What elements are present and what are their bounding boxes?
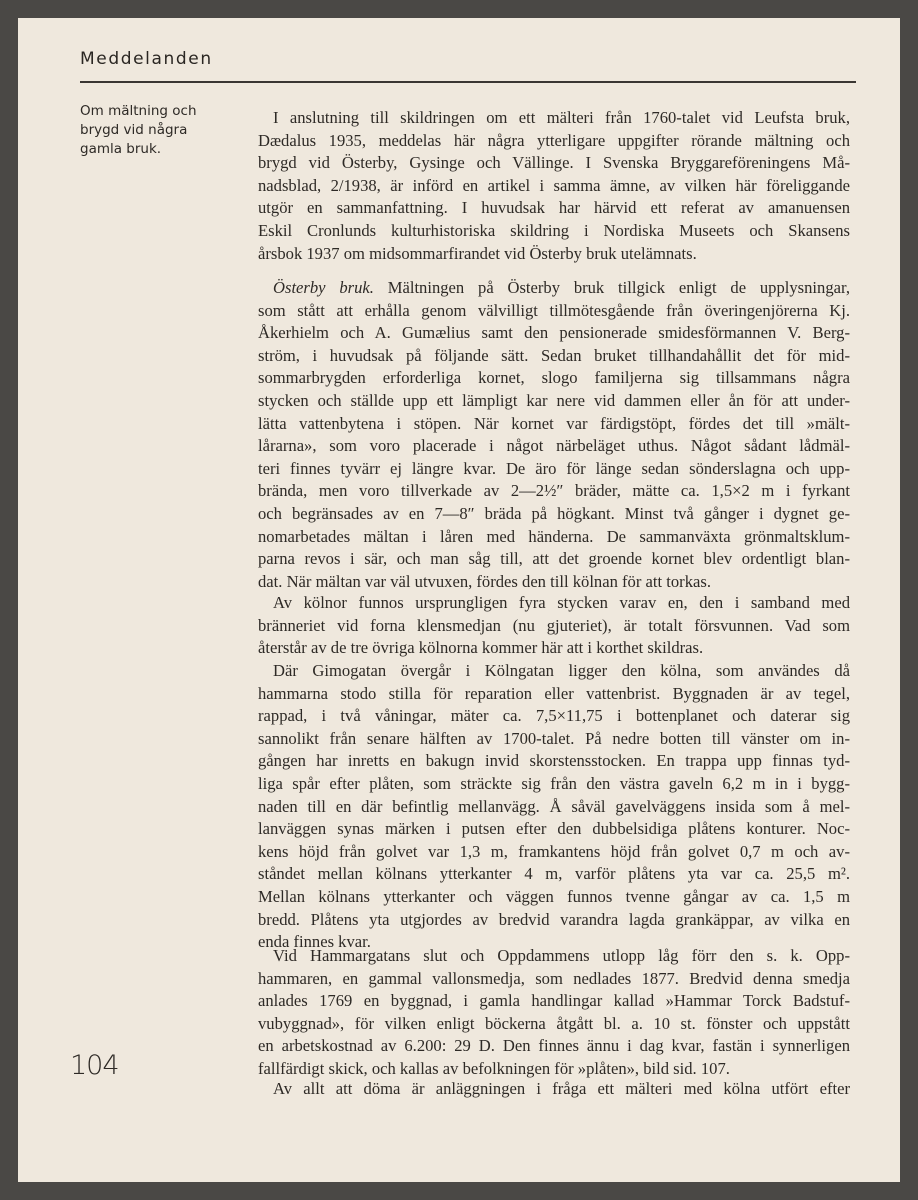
margin-note-line: brygd vid några — [80, 122, 188, 138]
line-text: Vid Hammargatans slut och Oppdammens utlopp låg förr den s. k. Opp- — [273, 946, 850, 965]
text-line — [258, 243, 850, 266]
text-line — [258, 277, 850, 300]
text-line — [258, 773, 850, 796]
paragraph-kolnor — [258, 592, 850, 660]
text-line — [258, 818, 850, 841]
text-line — [258, 107, 850, 130]
text-line — [258, 571, 850, 594]
text-line — [258, 796, 850, 819]
text-line — [258, 345, 850, 368]
text-line — [258, 300, 850, 323]
text-line — [258, 990, 850, 1013]
text-line — [258, 863, 850, 886]
text-line — [258, 503, 850, 526]
line-text: hammaren, en gammal vallonsmedja, som nedlades 1877. Bredvid denna smedja — [258, 968, 850, 988]
page-number: 104 — [70, 1050, 119, 1081]
line-text: och begränsades av en 7—8″ bräda på högkant. Minst två gånger i dygnet ge- — [258, 503, 850, 523]
line-text: teri finnes tyvärr ej längre kvar. De äro för länge sedan sönderslagna och upp- — [258, 458, 850, 478]
line-text: dat. När mältan var väl utvuxen, fördes den till kölnan för att torkas. — [258, 571, 711, 591]
line-text: nomarbetades mältan i låren med händerna. De sammanväxta grönmaltsklum- — [258, 526, 850, 546]
line-text: Dædalus 1935, meddelas här några ytterligare uppgifter rörande mältning och — [258, 130, 850, 150]
line-text: brygd vid Österby, Gysinge och Vällinge. I Svenska Bryggareföreningens Må- — [258, 153, 850, 173]
paragraph-gimogatan — [258, 660, 850, 954]
text-line — [258, 637, 850, 660]
text-line — [258, 367, 850, 390]
line-text: liga spår efter plåten, som sträckte sig från den västra gaveln 6,2 m in i bygg- — [258, 773, 850, 793]
line-text: lätta vattenbytena i stöpen. När kornet var färdigstöpt, fördes det till »mält- — [258, 413, 850, 433]
text-line — [258, 1035, 850, 1058]
line-text: nadsblad, 2/1938, är införd en artikel i samma ämne, av vilken här föreliggande — [258, 175, 850, 195]
paragraph-conclusion — [258, 1078, 850, 1101]
line-text: I anslutning till skildringen om ett mälteri från 1760-talet vid Leufsta bruk, — [273, 108, 850, 127]
line-text: utgör en sammanfattning. I huvudsak har härvid ett referat av amanuensen — [258, 198, 850, 218]
run-in-heading: Österby bruk. — [273, 278, 374, 297]
line-text: lårarna», som voro placerade i något närbeläget uthus. Något sådant lådmäl- — [258, 436, 850, 456]
line-text: brända, men voro tillverkade av 2—2½″ bräder, mätte ca. 1,5×2 m i fyrkant — [258, 481, 850, 501]
line-text: bredd. Plåtens yta utgjordes av bredvid varandra lagda grankäppar, av vilka en — [258, 909, 850, 929]
text-line — [258, 615, 850, 638]
line-text: Eskil Cronlunds kulturhistoriska skildring i Nordiska Museets och Skansens — [258, 220, 850, 240]
text-line — [258, 175, 850, 198]
text-line — [258, 130, 850, 153]
line-text: årsbok 1937 om midsommarfirandet vid Österby bruk utelämnats. — [258, 243, 697, 263]
line-text: Mältningen på Österby bruk tillgick enligt de upplysningar, — [387, 278, 851, 297]
line-text: ståndet mellan kölnans ytterkanter 4 m, varför plåtens yta var ca. 25,5 m². — [258, 864, 850, 884]
text-line — [258, 728, 850, 751]
text-line — [258, 968, 850, 991]
text-line — [258, 480, 850, 503]
line-text: återstår av de tre övriga kölnorna kommer här att i korthet skildras. — [258, 638, 704, 658]
line-text: en arbetskostnad av 6.200: 29 D. Den finnes ännu i dag kvar, fastän i synnerligen — [258, 1036, 850, 1056]
line-text: bränneriet vid forna klensmedjan (nu gjuteriet), är totalt försvunnen. Vad som — [258, 615, 850, 635]
line-text: hammarna stodo stilla för reparation eller vattenbrist. Byggnaden är av tegel, — [258, 683, 850, 703]
text-line — [258, 592, 850, 615]
text-line — [258, 909, 850, 932]
text-line — [258, 220, 850, 243]
line-text: Där Gimogatan övergår i Kölngatan ligger den kölna, som användes då — [273, 661, 850, 680]
line-text: anlades 1769 en byggnad, i gamla handlingar kallad »Hammar Torck Badstuf- — [258, 991, 850, 1011]
text-line — [258, 435, 850, 458]
text-line — [258, 705, 850, 728]
text-line — [258, 1078, 850, 1101]
document-page — [18, 18, 900, 1182]
line-text: vubyggnad», för vilken enligt böckerna åtgått bl. a. 10 st. fönster och uppstått — [258, 1013, 850, 1033]
text-line — [258, 1013, 850, 1036]
line-text: Mellan kölnans ytterkanter och väggen funnos tvenne gångar av ca. 1,5 m — [258, 886, 850, 906]
line-text: som stått att erhålla genom välvilligt tillmötesgående från överingenjörerna Kj. — [258, 300, 850, 320]
paragraph-intro — [258, 107, 850, 265]
text-line — [258, 750, 850, 773]
text-line — [258, 526, 850, 549]
text-line — [258, 683, 850, 706]
line-text: sommarbrygden erforderliga kornet, slogo familjerna sig tillsammans några — [258, 368, 850, 388]
line-text: sannolikt från senare hälften av 1700-talet. På nedre botten till vänster om in- — [258, 728, 850, 748]
paragraph-hammargatan — [258, 945, 850, 1081]
line-text: Åkerhielm och A. Gumælius samt den pensionerade smidesförmannen V. Berg- — [258, 323, 850, 343]
paragraph-osterby — [258, 277, 850, 593]
header-rule — [80, 81, 856, 83]
text-line — [258, 152, 850, 175]
line-text: fallfärdigt skick, och kallas av befolkningen för »plåten», bild sid. 107. — [258, 1058, 730, 1078]
line-text: enda finnes kvar. — [258, 932, 371, 952]
line-text: stycken och ställde upp ett lämpligt kar nere vid dammen eller ån för att under- — [258, 390, 850, 410]
text-line — [258, 548, 850, 571]
line-text: kens höjd från golvet var 1,3 m, framkantens höjd från golvet 0,7 m och av- — [258, 841, 850, 861]
text-line — [258, 660, 850, 683]
line-text: naden till en där befintlig mellanvägg. Å såväl gavelväggens insida som å mel- — [258, 796, 850, 816]
line-text: ström, i huvudsak på följande sätt. Sedan bruket tillhandahållit det för mid- — [258, 345, 850, 365]
line-text: parna revos i sär, och man såg till, att det groende kornet blev ordentligt blan- — [258, 549, 850, 569]
text-line — [258, 841, 850, 864]
text-line — [258, 197, 850, 220]
text-line — [258, 886, 850, 909]
text-line — [258, 458, 850, 481]
text-line — [258, 390, 850, 413]
margin-note — [80, 102, 230, 159]
line-text: rappad, i två våningar, mäter ca. 7,5×11,75 i bottenplanet och daterar sig — [258, 706, 850, 726]
text-line — [258, 945, 850, 968]
margin-note-line: gamla bruk. — [80, 141, 162, 157]
line-text: lanväggen synas märken i putsen efter den dubbelsidiga plåtens konturer. Noc- — [258, 819, 850, 839]
line-text: Av kölnor funnos ursprungligen fyra stycken varav en, den i samband med — [273, 593, 850, 612]
text-line — [258, 413, 850, 436]
text-line — [258, 322, 850, 345]
line-text: gången har inretts en bakugn invid skorstensstocken. En trappa upp finnas tyd- — [258, 751, 850, 771]
margin-note-line: Om mältning och — [80, 103, 197, 119]
line-text: Av allt att döma är anläggningen i fråga ett mälteri med kölna utfört efter — [273, 1079, 850, 1098]
section-header: Meddelanden — [80, 49, 213, 69]
